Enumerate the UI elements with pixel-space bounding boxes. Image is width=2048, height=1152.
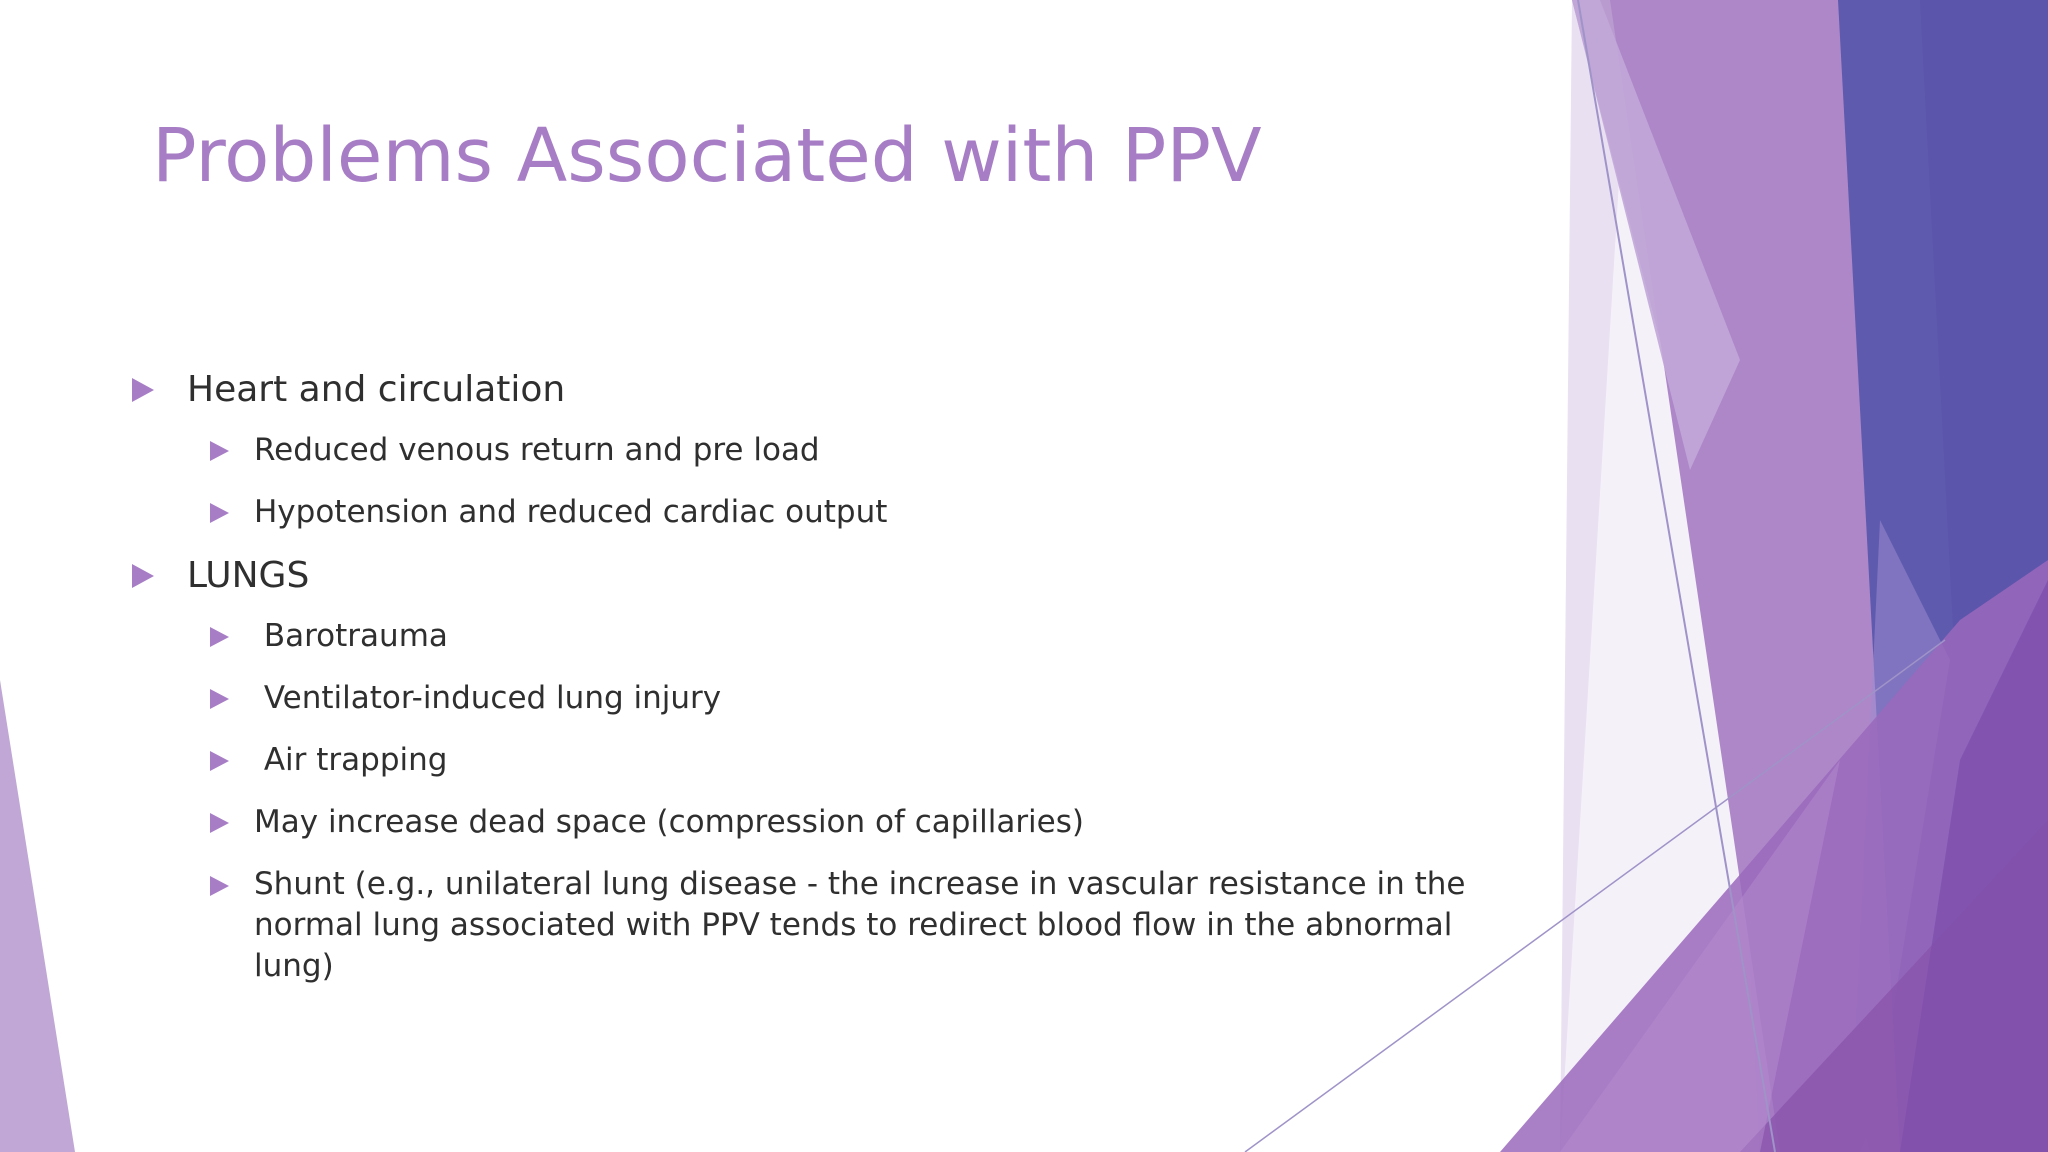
bullet-text: Heart and circulation (187, 369, 566, 410)
bullet-text: LUNGS (187, 555, 310, 596)
triangle-right-icon (210, 689, 229, 709)
triangle-right-icon (210, 627, 229, 647)
bullet-text: Shunt (e.g., unilateral lung disease - the increase in vascular resistance in the normal lung associated with PPV tends to redirect blood flow in the abnormal lung) (254, 866, 1466, 984)
bullet-text: May increase dead space (compression of capillaries) (254, 804, 1084, 840)
list-item (130, 492, 1470, 533)
decor-left-wedge (0, 680, 75, 1152)
list-item (130, 368, 1470, 412)
slide-title: Problems Associated with PPV (152, 113, 1262, 199)
triangle-right-icon (210, 751, 229, 771)
list-item (130, 678, 1470, 719)
bullet-list (130, 368, 1470, 1008)
bullet-text: Hypotension and reduced cardiac output (254, 494, 888, 530)
list-item (130, 554, 1470, 598)
bullet-text: Reduced venous return and pre load (254, 432, 820, 468)
triangle-right-icon (210, 813, 229, 833)
list-item (130, 616, 1470, 657)
bullet-text: Ventilator-induced lung injury (254, 680, 722, 716)
bullet-text: Air trapping (254, 742, 448, 778)
triangle-right-icon (132, 378, 154, 402)
triangle-right-icon (210, 876, 229, 896)
list-item (130, 430, 1470, 471)
list-item (130, 864, 1470, 987)
triangle-right-icon (132, 564, 154, 588)
triangle-right-icon (210, 441, 229, 461)
list-item (130, 802, 1470, 843)
triangle-right-icon (210, 503, 229, 523)
list-item (130, 740, 1470, 781)
bullet-text: Barotrauma (254, 618, 448, 654)
